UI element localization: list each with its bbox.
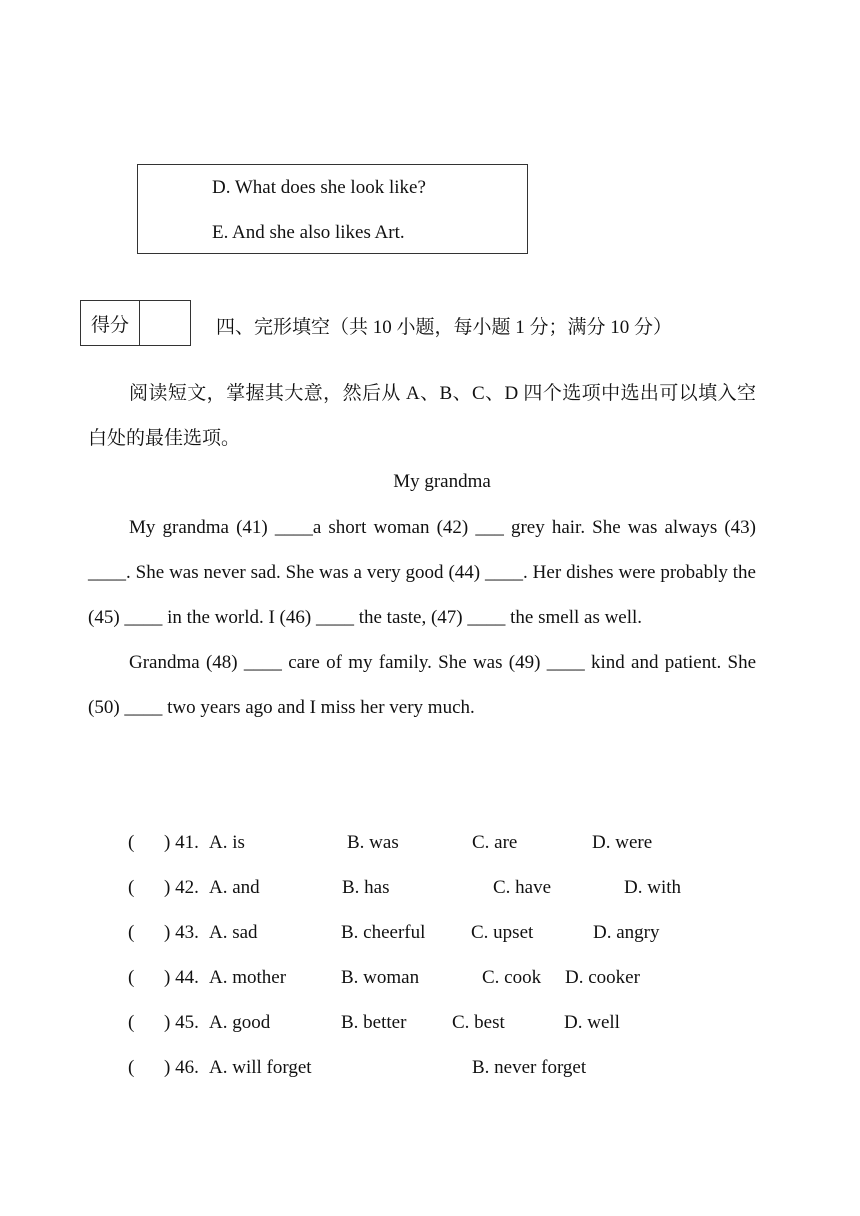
choice-a: A. is bbox=[209, 832, 245, 853]
choice-c: C. upset bbox=[471, 922, 534, 943]
question-number: ) 42. bbox=[164, 877, 199, 898]
choice-b: B. cheerful bbox=[341, 922, 426, 943]
choice-b: B. better bbox=[341, 1012, 407, 1033]
answer-paren: ( bbox=[128, 967, 135, 988]
option-d: D. What does she look like? bbox=[212, 177, 426, 198]
question-number: ) 45. bbox=[164, 1012, 199, 1033]
choice-a: A. mother bbox=[209, 967, 287, 988]
choice-a: A. and bbox=[209, 877, 260, 898]
score-box bbox=[80, 300, 191, 346]
choice-d: D. were bbox=[592, 832, 653, 853]
choice-b: B. never forget bbox=[472, 1057, 587, 1078]
passage bbox=[88, 505, 756, 730]
answer-paren: ( bbox=[128, 832, 135, 853]
choice-c: C. cook bbox=[482, 967, 542, 988]
answer-paren: ( bbox=[128, 1012, 135, 1033]
score-blank bbox=[140, 301, 190, 345]
choice-c: C. have bbox=[493, 877, 552, 898]
question-number: ) 43. bbox=[164, 922, 199, 943]
options-box bbox=[137, 164, 528, 254]
choice-a: A. good bbox=[209, 1012, 271, 1033]
choice-d: D. well bbox=[564, 1012, 620, 1033]
question-number: ) 41. bbox=[164, 832, 199, 853]
choice-b: B. has bbox=[342, 877, 390, 898]
passage-title: My grandma bbox=[393, 471, 491, 492]
choice-c: C. best bbox=[452, 1012, 505, 1033]
choice-d: D. cooker bbox=[565, 967, 640, 988]
option-e: E. And she also likes Art. bbox=[212, 222, 405, 243]
section-title: 四、完形填空（共 10 小题，每小题 1 分；满分 10 分） bbox=[216, 317, 673, 338]
choice-a: A. will forget bbox=[209, 1057, 312, 1078]
passage-paragraph-2: Grandma (48) ____ care of my family. She was (49) ____ kind and patient. She (50) ____ two years ago and I miss her very much. bbox=[88, 652, 756, 718]
question-number: ) 46. bbox=[164, 1057, 199, 1078]
choice-a: A. sad bbox=[209, 922, 258, 943]
choice-c: C. are bbox=[472, 832, 518, 853]
choice-b: B. was bbox=[347, 832, 399, 853]
score-label: 得分 bbox=[81, 301, 140, 345]
passage-paragraph-1: My grandma (41) ____a short woman (42) ___ grey hair. She was always (43) ____. She was never sad. She was a very good (44) ____. Her dishes were probably the (45) ____ in the world. I (46) ____ the taste, (47) ____ the smell as well. bbox=[88, 517, 756, 628]
choice-d: D. with bbox=[624, 877, 681, 898]
answer-paren: ( bbox=[128, 922, 135, 943]
answer-paren: ( bbox=[128, 877, 135, 898]
question-number: ) 44. bbox=[164, 967, 199, 988]
choice-d: D. angry bbox=[593, 922, 660, 943]
instructions bbox=[88, 371, 756, 461]
choice-b: B. woman bbox=[341, 967, 420, 988]
answer-paren: ( bbox=[128, 1057, 135, 1078]
instructions-text: 阅读短文，掌握其大意，然后从 A、B、C、D 四个选项中选出可以填入空白处的最佳选项。 bbox=[88, 383, 756, 449]
